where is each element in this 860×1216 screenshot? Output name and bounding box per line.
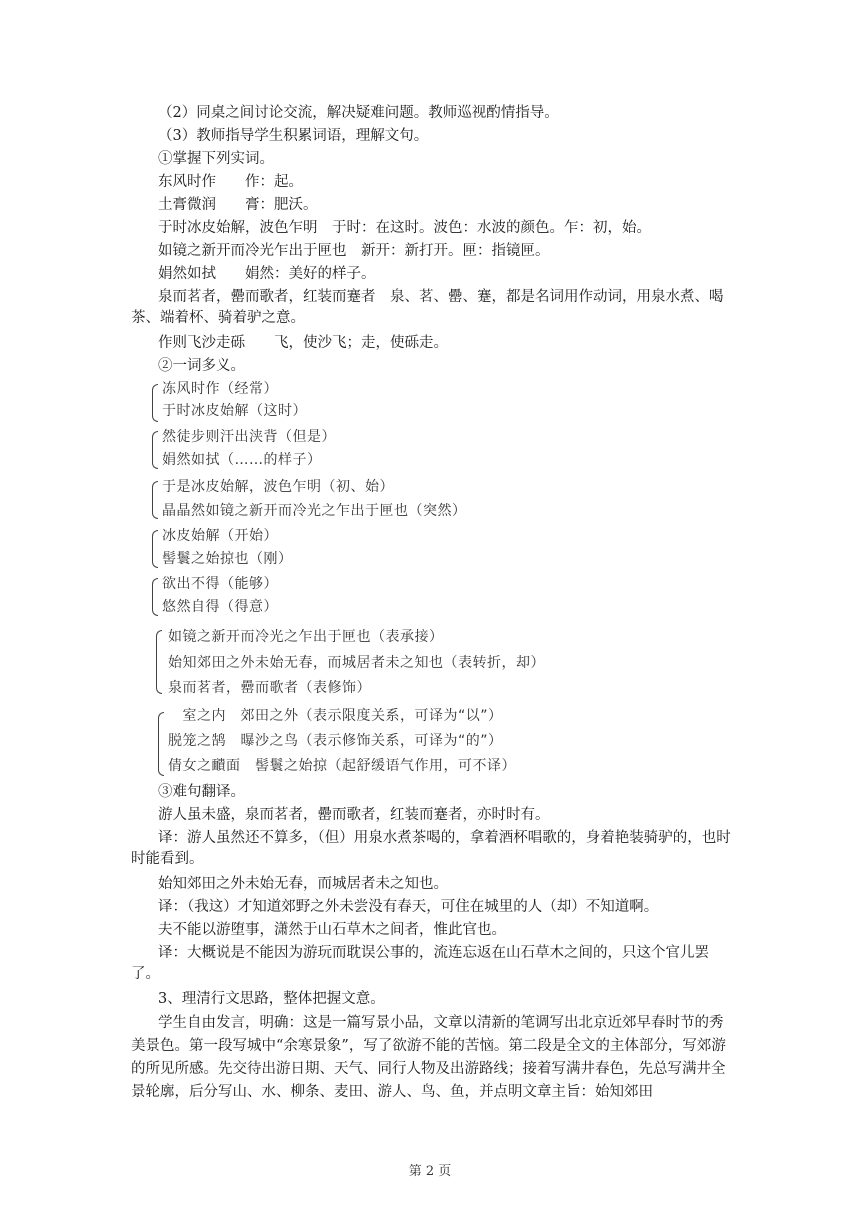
polysemy-item: 倩女之靧面 髻鬟之始掠（起舒缓语气作用，可不译） (168, 758, 516, 774)
paragraph-line: ②一词多义。 (158, 358, 245, 374)
bracket-mark (152, 481, 158, 519)
paragraph-line: ①掌握下列实词。 (158, 151, 274, 167)
bracket-mark (156, 630, 162, 694)
bracket-mark (152, 578, 158, 616)
paragraph-line: （2）同桌之间讨论交流，解决疑难问题。教师巡视酌情指导。 (158, 105, 559, 121)
paragraph-line: 游人虽未盛，泉而茗者，罍而歌者，红装而蹇者，亦时时有。 (158, 807, 550, 823)
polysemy-item: 脱笼之鹄 曝沙之鸟（表示修饰关系，可译为“的”） (168, 733, 503, 749)
paragraph-line: 夫不能以游堕事，潇然于山石草木之间者，惟此官也。 (158, 922, 506, 938)
polysemy-item: 如镜之新开而冷光之乍出于匣也（表承接） (168, 629, 444, 645)
polysemy-item: 晶晶然如镜之新开而冷光之乍出于匣也（突然） (162, 503, 467, 519)
polysemy-item: 室之内 郊田之外（表示限度关系，可译为“以”） (168, 708, 503, 724)
paragraph-line: 东风时作 作：起。 (158, 174, 303, 190)
paragraph-line: 如镜之新开而冷光乍出于匣也 新开：新打开。匣：指镜匣。 (158, 243, 550, 259)
bracket-mark (152, 384, 158, 422)
paragraph-line: 土膏微润 膏：肥沃。 (158, 197, 318, 213)
polysemy-item: 于是冰皮始解，波色乍明（初、始） (162, 479, 394, 495)
bracket-mark (152, 431, 158, 469)
polysemy-item: 欲出不得（能够） (162, 576, 278, 592)
paragraph-line: 译：（我这）才知道郊野之外未尝没有春天，可住在城里的人（却）不知道啊。 (158, 899, 659, 915)
paragraph-line: 娟然如拭 娟然：美好的样子。 (158, 266, 376, 282)
polysemy-item: 悠然自得（得意） (162, 599, 278, 615)
polysemy-item: 泉而茗者，罍而歌者（表修饰） (168, 680, 371, 696)
paragraph-line: ③难句翻译。 (158, 784, 245, 800)
paragraph-line: 译：大概说是不能因为游玩而耽误公事的，流连忘返在山石草木之间的，只这个官儿罢了。 (131, 945, 709, 982)
paragraph-line: 始知郊田之外未始无春，而城居者未之知也。 (158, 876, 448, 892)
paragraph-line: 泉而茗者，罍而歌者，红装而蹇者 泉、茗、罍、蹇，都是名词用作动词，用泉水煮、喝茶、端着杯、骑着驴之意。 (131, 289, 724, 326)
bracket-mark (152, 530, 158, 568)
polysemy-item: 始知郊田之外未始无春，而城居者未之知也（表转折，却） (168, 655, 545, 671)
paragraph-line: 作则飞沙走砾 飞，使沙飞；走，使砾走。 (158, 335, 448, 351)
bracket-mark (158, 712, 164, 776)
polysemy-item: 娟然如拭（……的样子） (162, 452, 322, 468)
page-number: 第 2 页 (408, 1164, 452, 1179)
paragraph-line: 学生自由发言，明确：这是一篇写景小品，文章以清新的笔调写出北京近郊早春时节的秀美景色。第一段写城中“余寒景象”，写了欲游不能的苦恼。第二段是全文的主体部分，写郊游的所见所感。先交待出游日期、天气、同行人物及出游路线；接着写满井春色，先总写满井全景轮廓，后分写山、水、柳条、麦田、游人、鸟、鱼，并点明文章主旨：始知郊田 (131, 1015, 726, 1100)
paragraph-line: 于时冰皮始解，波色乍明 于时：在这时。波色：水波的颜色。乍：初，始。 (158, 220, 651, 236)
paragraph-line: （3）教师指导学生积累词语，理解文句。 (158, 128, 429, 144)
paragraph-line: 3、理清行文思路，整体把握文意。 (158, 991, 385, 1007)
polysemy-item: 髻鬟之始掠也（刚） (162, 551, 293, 567)
paragraph-line: 译：游人虽然还不算多，（但）用泉水煮茶喝的，拿着酒杯唱歌的，身着艳装骑驴的，也时时能看到。 (131, 830, 731, 867)
polysemy-item: 然徒步则汗出浃背（但是） (162, 429, 336, 445)
polysemy-item: 于时冰皮始解（这时） (162, 403, 307, 419)
polysemy-item: 冻风时作（经常） (162, 381, 278, 397)
polysemy-item: 冰皮始解（开始） (162, 528, 278, 544)
